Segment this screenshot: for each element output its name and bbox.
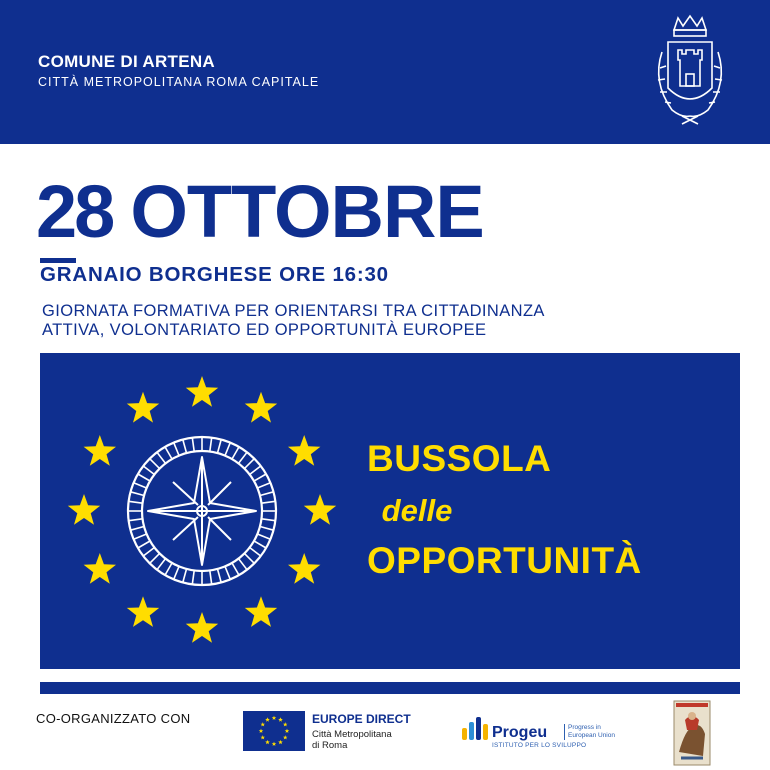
compass-tick [157,452,166,463]
compass-tick [183,569,187,583]
compass-tick [210,438,212,452]
europe-direct-title: EUROPE DIRECT [312,712,411,726]
compass-tick [260,527,274,531]
municipality-subtitle: CITTÀ METROPOLITANA ROMA CAPITALE [38,75,320,89]
eu-star [288,553,320,584]
eu-star [304,494,336,525]
municipal-crest-icon [648,12,732,132]
event-day [36,172,112,252]
header-band [0,0,770,144]
compass-tick [257,534,270,539]
compass-tick [150,553,160,563]
eu-star [288,435,320,466]
event-date [36,172,484,252]
progeu-name: Progeu [492,724,548,741]
eu-star [68,494,100,525]
compass-tick [210,571,212,585]
compass-tick [143,466,154,475]
compass-tick [218,440,222,454]
compass-tick [232,447,239,459]
compass-tick [134,534,147,539]
compass-tick [239,452,248,463]
municipality-title: COMUNE DI ARTENA [38,52,215,71]
europe-direct-subtitle [312,729,412,751]
compass-tick [129,519,143,521]
compass-tick [192,438,194,452]
compass-tick [129,501,143,503]
compass-tick [262,519,276,521]
eu-star [84,435,116,466]
bottom-divider-bar [40,682,740,694]
compass-tick [157,559,166,570]
coorganized-label: CO-ORGANIZZATO CON [36,711,191,726]
compass-tick [244,553,254,563]
compass-tick [165,447,172,459]
europe-direct-sub-line-1: Città Metropolitana [312,729,392,740]
compass-tick [134,483,147,488]
compass-tick [260,492,274,496]
description-line-1: GIORNATA FORMATIVA PER ORIENTARSI TRA CITTADINANZA [42,302,545,320]
banner-title-line-2: delle [381,493,453,528]
event-day-number: 28 [36,170,113,253]
event-month: OTTOBRE [130,170,484,253]
eu-star [245,392,277,423]
compass-tick [225,443,230,456]
banner-title-line-1: BUSSOLA [367,438,552,479]
compass-tick [192,571,194,585]
progeu-institute: ISTITUTO PER LO SVILUPPO [492,742,587,749]
event-description [42,302,545,340]
eu-flag-icon [243,711,305,751]
poster-logo-icon [673,700,711,766]
progeu-tagline [564,724,616,740]
compass-tick [150,459,160,469]
compass-tick [183,440,187,454]
compass-tick [254,474,266,481]
compass-tick [254,541,266,548]
europe-direct-sub-line-2: di Roma [312,740,348,751]
eu-star [84,553,116,584]
banner-title-line-3: OPPORTUNITÀ [367,540,642,581]
compass-tick [174,443,179,456]
compass-tick [143,548,154,557]
compass-tick [239,559,248,570]
eu-star [127,596,159,627]
compass-tick [232,563,239,575]
progeu-logo-icon [460,714,490,742]
eu-star [245,596,277,627]
eu-star [186,376,218,407]
eu-stars-compass-icon [40,353,370,669]
event-venue-time: GRANAIO BORGHESE ORE 16:30 [40,263,389,286]
compass-tick [138,474,150,481]
compass-tick [131,527,145,531]
compass-tick [262,501,276,503]
compass-tick [165,563,172,575]
compass-tick [250,548,261,557]
eu-star [127,392,159,423]
compass-tick [174,566,179,579]
compass-tick [244,459,254,469]
eu-star [186,612,218,643]
compass-tick [138,541,150,548]
description-line-2: ATTIVA, VOLONTARIATO ED OPPORTUNITÀ EUROPEE [42,321,487,339]
compass-tick [257,483,270,488]
progeu-tagline-line-1: Progress in [568,724,601,731]
compass-tick [250,466,261,475]
compass-tick [218,569,222,583]
progeu-tagline-line-2: European Union [568,732,615,739]
compass-tick [225,566,230,579]
compass-tick [131,492,145,496]
